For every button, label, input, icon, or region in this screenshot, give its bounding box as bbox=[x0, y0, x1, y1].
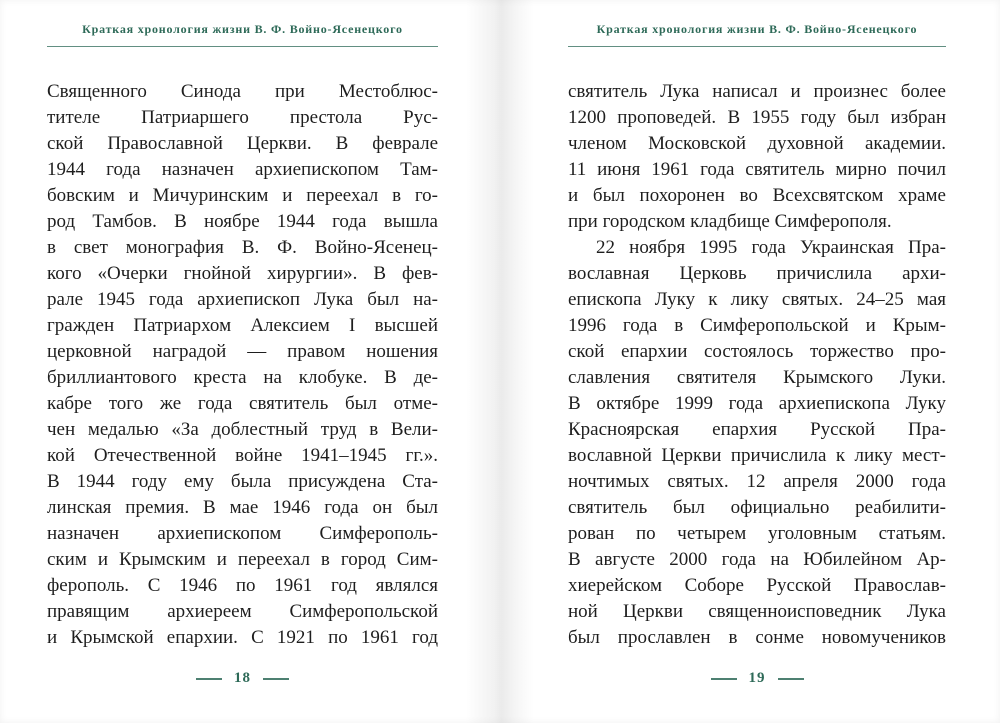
running-header bbox=[47, 22, 438, 47]
page-number bbox=[47, 670, 438, 687]
text-line: 22 ноября 1995 года Украинская Пра- bbox=[596, 237, 946, 258]
running-header bbox=[568, 22, 946, 47]
text-line: кабре того же года святитель был отме- bbox=[47, 393, 438, 414]
text-line: кой Отечественной войне 1941–1945 гг.». bbox=[47, 445, 438, 466]
text-line: бовским и Мичуринским и переехал в го- bbox=[47, 185, 438, 206]
paragraph-block bbox=[47, 79, 438, 651]
text-line: ской епархии состоялось торжество про- bbox=[568, 341, 946, 362]
text-line: славления святителя Крымского Луки. bbox=[568, 367, 946, 388]
text-line: линская премия. В мае 1946 года он был bbox=[47, 497, 438, 518]
text-line: правящим архиереем Симферопольской bbox=[47, 601, 438, 622]
text-line: В 1944 году ему была присуждена Ста- bbox=[47, 471, 438, 492]
header-rule bbox=[47, 46, 438, 47]
page-right bbox=[500, 0, 1000, 723]
text-line: В августе 2000 года на Юбилейном Ар- bbox=[568, 549, 946, 570]
text-line: гражден Патриархом Алексием I высшей bbox=[47, 315, 438, 336]
text-line: святитель Лука написал и произнес более bbox=[568, 81, 946, 102]
text-line: членом Московской духовной академии. bbox=[568, 133, 946, 154]
text-line: кого «Очерки гнойной хирургии». В фев- bbox=[47, 263, 438, 284]
text-line: епископа Луку к лику святых. 24–25 мая bbox=[568, 289, 946, 310]
text-line: 1200 проповедей. В 1955 году был избран bbox=[568, 107, 946, 128]
page-body-text bbox=[568, 79, 946, 651]
text-line: при городском кладбище Симферополя. bbox=[568, 211, 892, 232]
text-line: ферополь. С 1946 по 1961 год являлся bbox=[47, 575, 438, 596]
text-line: ночтимых святых. 12 апреля 2000 года bbox=[568, 471, 946, 492]
text-line: рован по четырем уголовным статьям. bbox=[568, 523, 946, 544]
paragraph-block bbox=[568, 235, 946, 651]
folio-dash-left bbox=[196, 678, 222, 680]
text-line: бриллиантового креста на клобуке. В де- bbox=[47, 367, 438, 388]
text-line: Красноярская епархия Русской Пра- bbox=[568, 419, 946, 440]
folio-dash-right bbox=[778, 678, 804, 680]
text-line: тителе Патриаршего престола Рус- bbox=[47, 107, 438, 128]
text-line: и был похоронен во Всехсвятском храме bbox=[568, 185, 946, 206]
running-header-text: Краткая хронология жизни В. Ф. Войно-Ясенецкого bbox=[82, 22, 403, 36]
folio-dash-left bbox=[711, 678, 737, 680]
paragraph-block bbox=[568, 79, 946, 235]
text-line: святитель был официально реабилити- bbox=[568, 497, 946, 518]
text-line: назначен архиепископом Симферополь- bbox=[47, 523, 438, 544]
text-line: рале 1945 года архиепископ Лука был на- bbox=[47, 289, 438, 310]
page-body-text bbox=[47, 79, 438, 651]
text-line: ским и Крымским и переехал в город Сим- bbox=[47, 549, 438, 570]
text-line: В октябре 1999 года архиепископа Луку bbox=[568, 393, 946, 414]
text-line: был прославлен в сонме новомучеников bbox=[568, 627, 946, 648]
folio-dash-right bbox=[263, 678, 289, 680]
header-rule bbox=[568, 46, 946, 47]
running-header-text: Краткая хронология жизни В. Ф. Войно-Ясенецкого bbox=[596, 22, 918, 36]
text-line: 1996 года в Симферопольской и Крым- bbox=[568, 315, 946, 336]
text-line: ской Православной Церкви. В феврале bbox=[47, 133, 438, 154]
text-line: 1944 года назначен архиепископом Там- bbox=[47, 159, 438, 180]
text-line: род Тамбов. В ноябре 1944 года вышла bbox=[47, 211, 438, 232]
text-line: в свет монография В. Ф. Войно-Ясенец- bbox=[47, 237, 438, 258]
text-line: чен медалью «За доблестный труд в Вели- bbox=[47, 419, 438, 440]
text-line: хиерейском Соборе Русской Православ- bbox=[568, 575, 946, 596]
page-number-text: 18 bbox=[234, 670, 251, 686]
text-line: вославная Церковь причислила архи- bbox=[568, 263, 946, 284]
text-line: вославной Церкви причислила к лику мест- bbox=[568, 445, 946, 466]
page-number-text: 19 bbox=[748, 670, 766, 686]
text-line: Священного Синода при Местоблюс- bbox=[47, 81, 438, 102]
text-line: и Крымской епархии. С 1921 по 1961 год bbox=[47, 627, 438, 648]
page-number bbox=[568, 670, 946, 687]
text-line: церковной наградой — правом ношения bbox=[47, 341, 438, 362]
text-line: 11 июня 1961 года святитель мирно почил bbox=[568, 159, 946, 180]
text-line: ной Церкви священноисповедник Лука bbox=[568, 601, 946, 622]
